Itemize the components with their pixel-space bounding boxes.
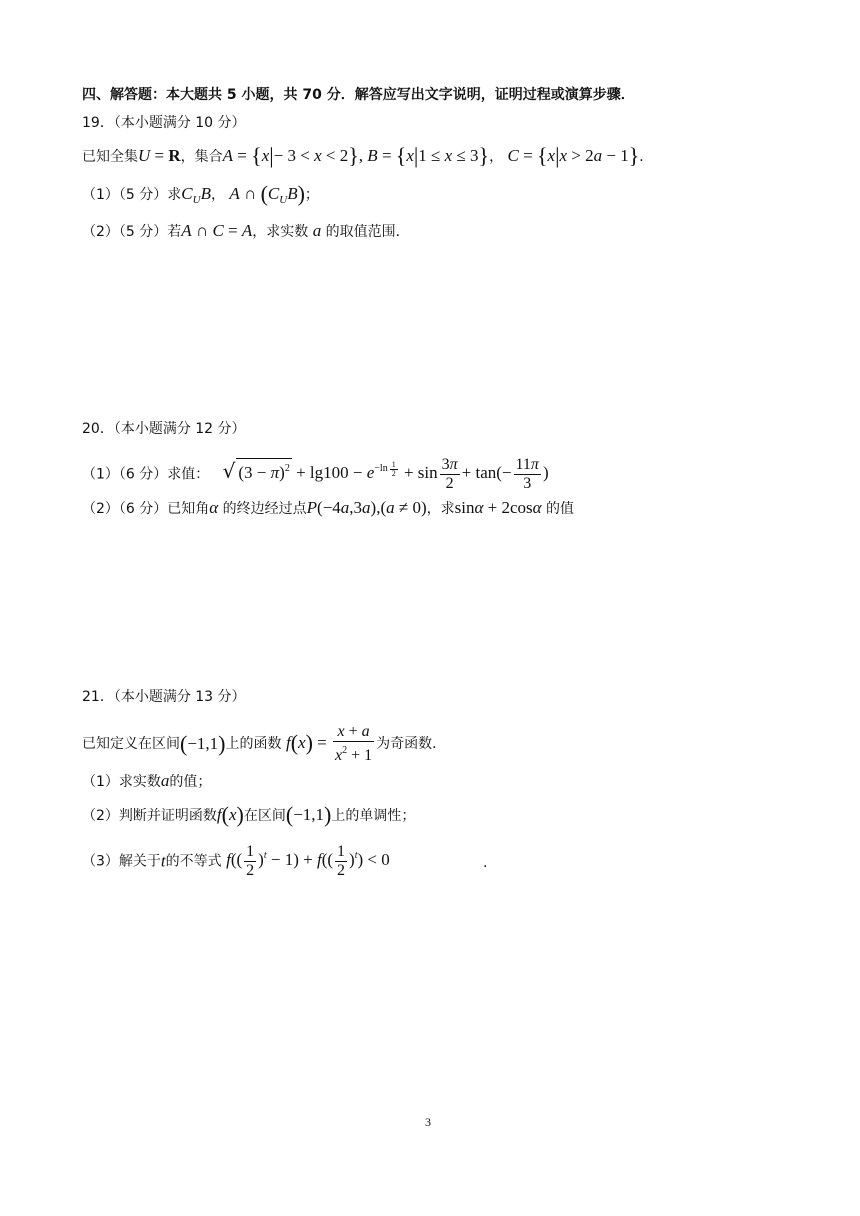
q20-part2-comma: ，求 xyxy=(426,501,455,517)
q21-intro xyxy=(82,723,446,765)
q21-intro-mid: 上的函数 xyxy=(225,736,282,752)
q19-set-a: A = {x|− 3 < x < 2}, B = {x|1 ≤ x ≤ 3} xyxy=(222,143,490,168)
section-heading: 四、解答题：本大题共 5 小题，共 70 分．解答应写出文字说明，证明过程或演算步骤． xyxy=(82,87,635,103)
q21-function-def: f(x) = $\frac{x + a}{x^2 + 1}$ xyxy=(285,723,373,764)
q20-part2-label: （2）（6 分）已知角 xyxy=(82,501,210,517)
q19-param-a: a xyxy=(312,221,322,240)
q19-intro-prefix: 已知全集 xyxy=(82,149,138,165)
q19-part2-tail: 的取值范围． xyxy=(325,224,410,240)
q21-part2 xyxy=(82,802,416,827)
q21-interval: (−1,1) xyxy=(180,731,226,756)
q19-complement-b: $C_UB$ xyxy=(181,184,211,206)
q19-comma: ， xyxy=(489,149,504,165)
q19-end: ． xyxy=(639,149,654,165)
q20-part1-label: （1）（6 分）求值： xyxy=(82,466,210,483)
q20-part2 xyxy=(82,498,574,519)
q20-expression: √ $(3 - \pi)^2 + \lg 100 - e^{-ln \frac{1}{2}}$ + sin $\frac{3\pi}{2}$ + tan(− $\frac{11\pi}{3}$ ) xyxy=(222,456,549,492)
q19-part2-end: ，求实数 xyxy=(252,224,309,240)
q19-part1-label: （1）（5 分）求 xyxy=(82,187,182,203)
q21-var-t: t xyxy=(160,851,166,871)
q19-part1-end: ； xyxy=(304,187,319,203)
q21-intro-end: 为奇函数． xyxy=(376,736,447,752)
q21-interval-2: (−1,1) xyxy=(285,802,332,827)
q19-part1 xyxy=(82,181,319,210)
q19-intersection: A ∩ $(C_UB)$ xyxy=(229,181,305,206)
q21-part3 xyxy=(82,843,390,880)
q21-part1-label: （1）求实数 xyxy=(82,774,161,790)
q21-trailing-dot: . xyxy=(483,855,488,871)
q21-param-a: a xyxy=(160,771,170,790)
q19-part2-label: （2）（5 分）若 xyxy=(82,224,182,240)
q21-part1 xyxy=(82,771,211,792)
q19-title: 19．（本小题满分 10 分） xyxy=(82,115,246,131)
q19-set-word: ，集合 xyxy=(180,149,223,165)
q21-intro-prefix: 已知定义在区间 xyxy=(82,736,180,752)
q21-fx: f(x) xyxy=(216,802,244,827)
q19-part2 xyxy=(82,221,410,242)
q19-part1-sep: ， xyxy=(210,187,225,203)
q20-target: sinα + 2cosα xyxy=(454,498,542,517)
q20-part1 xyxy=(82,456,549,493)
q21-part2-mid: 在区间 xyxy=(243,808,286,824)
q20-point: P(−4a,3a),(a ≠ 0) xyxy=(306,498,427,517)
q21-part3-label: （3）解关于 xyxy=(82,853,161,870)
q21-part2-end: 上的单调性； xyxy=(331,808,416,824)
q21-part2-label: （2）判断并证明函数 xyxy=(82,808,217,824)
q21-title: 21．（本小题满分 13 分） xyxy=(82,689,246,705)
q19-set-c: C = {x|x > 2a − 1} xyxy=(507,143,640,168)
q21-part1-end: 的值； xyxy=(169,774,212,790)
q21-inequality: f(( $\frac{1}{2}$ )$^t$ − 1) + f(( $\frac{1}{2}$ )$^t$) < 0 xyxy=(226,843,390,879)
q19-universal-set: U = R xyxy=(138,146,181,165)
q20-part2-mid: 的终边经过点 xyxy=(222,501,307,517)
q21-part3-mid: 的不等式 xyxy=(165,853,222,870)
q20-part2-end: 的值 xyxy=(546,501,575,517)
q20-angle-alpha: α xyxy=(209,498,219,517)
q20-title: 20．（本小题满分 12 分） xyxy=(82,421,246,437)
q19-condition: A ∩ C = A xyxy=(181,221,253,240)
q19-intro xyxy=(82,143,654,168)
page-number: 3 xyxy=(425,1115,431,1129)
